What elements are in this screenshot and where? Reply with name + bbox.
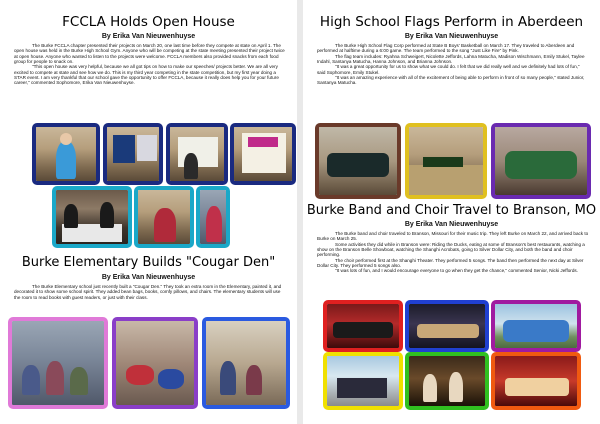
flags-headline: High School Flags Perform in Aberdeen — [319, 14, 584, 30]
fccla-body — [14, 43, 286, 86]
cougar-den-body — [14, 284, 286, 300]
left-page — [0, 0, 297, 424]
flags-photo-group — [491, 123, 591, 199]
cougar-den-photo-reading — [202, 317, 290, 409]
flags-paragraph-1: The Burke High School Flag Corp performed at State B Boys' Basketball on March 17. They traveled to Aberdeen and performed at halftime during a 6:00 game. The team performed to the song "Just Like Fire" by Pink. — [317, 43, 575, 54]
branson-paragraph-3: The choir performed first at the Shanghi Theater. They performed 5 songs. The band then performed the next day at Silver Dollar City. They performed 5 songs also. — [317, 257, 584, 269]
branson-paragraph-2: Some activities they did while in Branson were: Riding the Ducks, eating at some of Branson's best restaurants, watching a show on the Branson Belle Showboat, watching the Shanghi Acrobats, going to Silver Dollar City, and both the band and choir performing. — [317, 241, 585, 258]
fccla-photo-display — [230, 123, 296, 185]
cougar-den-photo-room — [112, 317, 198, 409]
cougar-den-byline: By Erika Van Nieuwenhuyse — [101, 274, 196, 281]
flags-paragraph-2: The flag team includes: Ryahna Schweigert, Nicolette Jeffords, Lahna Matucha, Madison Wischmann, Emily Stukel, Taylee Indahl, Santanya Matucha, Hanna Johnson, and Brianna Johnson. — [317, 53, 585, 65]
fccla-paragraph-1: The Burke FCCLA chapter presented their projects on March 20, one last time before they compete at state on April 1. The open house was held in the Burke High School Gym. Anyone who will be competing at the state meeting presented their project twice at open house. Anyone who wanted to listen to the projects were welcome. FCCLA members also provided snacks from each food group for people to snack on. — [14, 43, 285, 65]
fccla-byline: By Erika Van Nieuwenhuyse — [101, 33, 196, 40]
flags-paragraph-4: "It was an amazing experience with all of the excitement of being able to perform in front of so many people," stated Junior, Santanya Matucha. — [317, 75, 585, 86]
branson-photo-students — [491, 300, 581, 352]
fccla-paragraph-2: "This open house was very helpful, because we all got tips on how to make our speeches/ projects better. We are all very excited to compete at state and see how we do. This is my third year competing in the state competition, but my first year doing a STAR event. I am very thankful that our school gave the opportunity to offer FCCLA, because it really does help you for your future career," commented Sophomore, Erika Van Nieuwenhuyse. — [14, 64, 279, 86]
branson-body — [317, 231, 589, 274]
branson-photo-stage — [491, 352, 581, 410]
flags-photo-arena — [405, 123, 487, 199]
right-page — [303, 0, 600, 424]
cougar-den-photo-kids — [8, 317, 108, 409]
fccla-photo-students-poster — [166, 123, 228, 185]
cougar-den-paragraph-1: The Burke Elementary school just recently built a "Cougar Den." They took an extra room in the Elementary, painted it, and decorated it to show some school spirit. They added bean bags, books, comfy pillows, and chairs. The elementary students will use the room to read books with guest readers, or just with their class. — [14, 284, 282, 300]
branson-paragraph-4: "It was lots of fun, and I would encourage everyone to go when they get the chance," commented Senior, Nicki Jeffords. — [335, 268, 578, 274]
branson-paragraph-1: The Burke band and choir traveled to Branson, Missouri for their music trip. They left Burke on March 22, and arrived back to Burke on March 25. — [317, 231, 589, 242]
fccla-photo-speaker — [196, 186, 230, 248]
fccla-photo-sweater — [134, 186, 194, 248]
fccla-photo-presenter — [32, 123, 100, 185]
flags-photo-team — [315, 123, 401, 199]
flags-paragraph-3: "It was a great opportunity for us to show what we could do. I felt that we did really well and we definitely had lots of fun," said Sophomore, Emily Stukel. — [317, 64, 580, 75]
branson-photo-show — [405, 352, 489, 410]
branson-headline: Burke Band and Choir Travel to Branson, MO — [306, 203, 597, 218]
branson-photo-choir — [323, 300, 403, 352]
fccla-photo-group-table — [52, 186, 132, 248]
flags-byline: By Erika Van Nieuwenhuyse — [404, 33, 499, 40]
cougar-den-headline: Burke Elementary Builds "Cougar Den" — [21, 255, 276, 270]
fccla-headline: FCCLA Holds Open House — [62, 14, 235, 30]
flags-body — [317, 43, 589, 86]
branson-byline: By Erika Van Nieuwenhuyse — [404, 221, 499, 228]
branson-photo-band — [405, 300, 489, 352]
branson-photo-bus — [323, 352, 403, 410]
fccla-photo-posters — [103, 123, 163, 185]
